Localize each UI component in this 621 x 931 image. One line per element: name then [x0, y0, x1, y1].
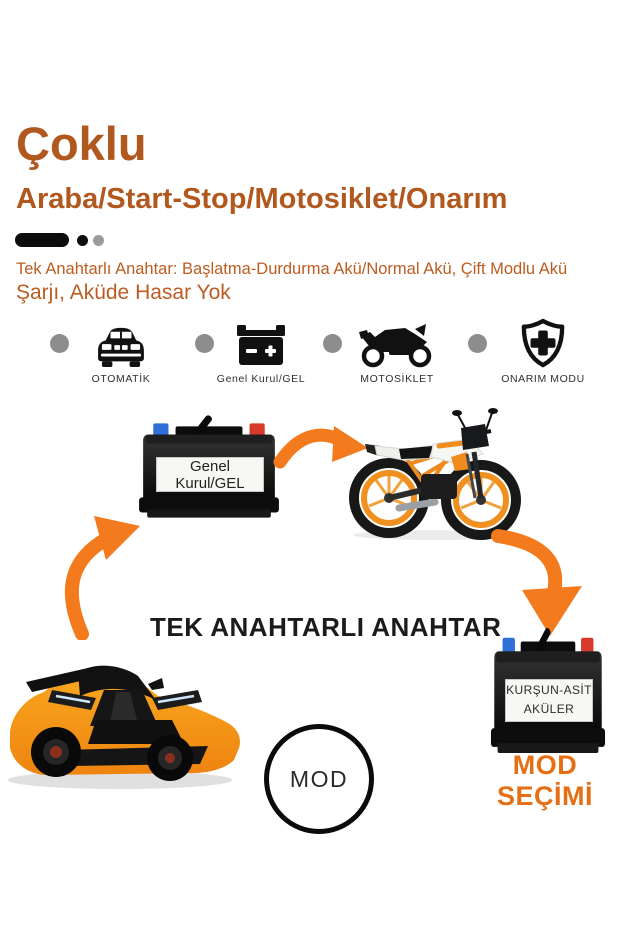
carousel-indicator-dot-active[interactable]	[77, 235, 88, 246]
page-title: Çoklu	[16, 117, 147, 170]
mod-dial	[264, 724, 374, 834]
bullet-dot	[195, 334, 214, 353]
description-line-2: Şarjı, Aküde Hasar Yok	[16, 281, 231, 304]
bullet-dot	[50, 334, 69, 353]
repair-shield-icon	[498, 322, 588, 368]
car-battery-image-top	[133, 420, 285, 522]
mod-dial-label: MOD	[289, 765, 349, 792]
bullet-dot	[468, 334, 487, 353]
carousel-indicator-dot-inactive[interactable]	[93, 235, 104, 246]
battery-label: Genel Kurul/GEL	[156, 457, 264, 493]
bullet-dot	[323, 334, 342, 353]
mode-item-otomatik	[85, 322, 157, 385]
page-subtitle: Araba/Start-Stop/Motosiklet/Onarım	[16, 183, 508, 215]
sports-car-image	[0, 628, 248, 796]
mode-label: Genel Kurul/GEL	[216, 373, 306, 385]
battery-label-line-2: AKÜLER	[523, 702, 575, 717]
motorcycle-icon	[352, 322, 442, 368]
mode-item-genel-kurul	[213, 322, 309, 385]
mode-label: MOTOSİKLET	[360, 373, 434, 385]
mode-label: OTOMATİK	[91, 373, 151, 385]
battery-label-line-1: KURŞUN-ASİT	[506, 683, 592, 698]
mode-item-onarim	[498, 322, 588, 385]
curved-arrow-down-icon	[488, 528, 596, 640]
mode-select-caption: MOD SEÇİMİ	[496, 750, 593, 811]
battery-icon	[213, 322, 309, 368]
description-line-1: Tek Anahtarlı Anahtar: Başlatma-Durdurma Akü/Normal Akü, Çift Modlu Akü	[16, 260, 568, 278]
motorcycle-image	[343, 402, 525, 542]
diagram-caption: TEK ANAHTARLI ANAHTAR	[150, 612, 502, 642]
carousel-indicator-pill[interactable]	[15, 233, 69, 247]
car-icon	[85, 322, 157, 368]
mode-label: ONARIM MODU	[501, 373, 585, 385]
mode-item-motosiklet	[352, 322, 442, 385]
battery-label	[505, 679, 594, 722]
car-battery-image-right	[486, 634, 610, 758]
